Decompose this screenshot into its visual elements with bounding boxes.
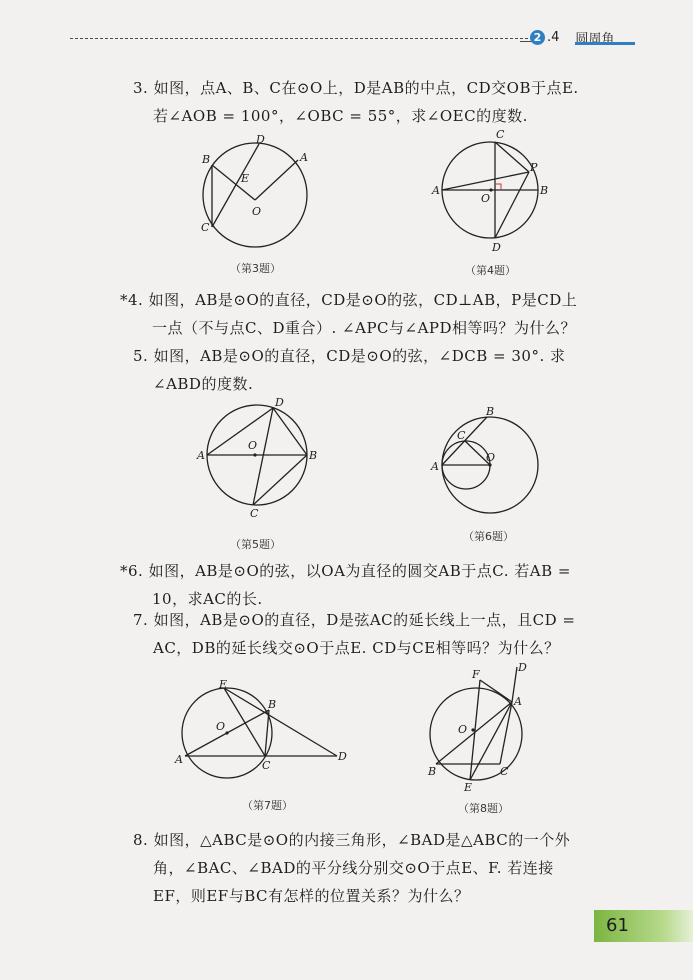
problem-7-line-2: AC，DB的延长线交⊙O于点E. CD与CE相等吗？为什么？	[153, 639, 560, 657]
figure-7-caption: （第7题）	[242, 799, 293, 812]
problem-6-line-2: 10，求AC的长.	[152, 590, 263, 608]
fig5-label-c: C	[250, 507, 259, 520]
fig3-label-b: B	[202, 153, 211, 166]
problem-4-line-2: 一点（不与点C、D重合）. ∠APC与∠APD相等吗？为什么？	[152, 319, 577, 337]
fig6-label-c: C	[457, 429, 466, 442]
figure-3-diagram	[195, 135, 315, 260]
figure-8-diagram	[420, 661, 545, 795]
fig5-label-o: O	[248, 439, 258, 452]
fig5-label-d: D	[275, 396, 284, 409]
problem-8-line-3: EF，则EF与BC有怎样的位置关系？为什么？	[153, 887, 470, 905]
figure-7-diagram	[175, 680, 355, 790]
problem-4	[120, 286, 577, 342]
fig3-label-e: E	[241, 172, 250, 185]
fig4-label-d: D	[492, 241, 501, 254]
figure-3-caption: （第3题）	[230, 262, 281, 275]
problem-8	[133, 826, 570, 910]
fig6-label-o: O	[486, 451, 496, 464]
fig7-label-o: O	[216, 720, 226, 733]
problem-7	[133, 606, 575, 662]
fig5-label-a: A	[197, 449, 205, 462]
problem-5-line-1: 5. 如图，AB是⊙O的直径，CD是⊙O的弦，∠DCB = 30°. 求	[133, 347, 566, 365]
fig7-label-b: B	[268, 698, 277, 711]
fig4-label-o: O	[481, 192, 491, 205]
fig5-label-b: B	[309, 449, 318, 462]
problem-6-line-1: *6. 如图，AB是⊙O的弦，以OA为直径的圆交AB于点C. 若AB =	[120, 562, 571, 580]
fig4-label-c: C	[496, 128, 505, 141]
fig8-label-b: B	[428, 765, 437, 778]
problem-6	[120, 557, 571, 613]
section-title: 圆周角	[575, 32, 615, 47]
problem-3	[133, 74, 579, 130]
figure-8-caption: （第8题）	[458, 802, 509, 815]
problem-3-line-2: 若∠AOB = 100°，∠OBC = 55°，求∠OEC的度数.	[153, 107, 528, 125]
fig7-label-c: C	[262, 759, 271, 772]
section-title-underline	[575, 42, 635, 45]
fig8-label-o: O	[458, 723, 468, 736]
fig3-label-o: O	[252, 205, 262, 218]
figure-6-caption: （第6题）	[463, 530, 514, 543]
fig3-label-a: A	[300, 151, 308, 164]
problem-8-line-1: 8. 如图，△ABC是⊙O的内接三角形，∠BAD是△ABC的一个外	[133, 831, 571, 849]
problem-4-line-1: *4. 如图，AB是⊙O的直径，CD是⊙O的弦，CD⊥AB，P是CD上	[120, 291, 578, 309]
fig4-label-p: P	[530, 161, 538, 174]
problem-3-line-1: 3. 如图，点A、B、C在⊙O上，D是AB的中点，CD交OB于点E.	[133, 79, 579, 97]
figure-5-caption: （第5题）	[230, 538, 281, 551]
problem-8-line-2: 角，∠BAC、∠BAD的平分线分别交⊙O于点E、F. 若连接	[153, 859, 554, 877]
figure-4-caption: （第4题）	[465, 264, 516, 277]
header-dashed-rule	[70, 38, 528, 39]
problem-5	[133, 342, 566, 398]
fig6-label-b: B	[486, 405, 495, 418]
fig8-label-d: D	[518, 661, 527, 674]
fig7-label-e: E	[219, 678, 228, 691]
page-number: 61	[606, 915, 629, 936]
section-number-badge: 2	[530, 30, 545, 45]
fig4-label-b: B	[540, 184, 549, 197]
fig7-label-a: A	[175, 753, 183, 766]
fig3-label-c: C	[201, 221, 210, 234]
figure-5-diagram	[195, 395, 320, 520]
fig8-label-a: A	[514, 695, 522, 708]
section-number-suffix: .4	[547, 30, 560, 45]
fig8-label-c: C	[500, 765, 509, 778]
fig4-label-a: A	[432, 184, 440, 197]
fig6-label-a: A	[431, 460, 439, 473]
fig7-label-d: D	[338, 750, 347, 763]
figure-4-diagram	[430, 128, 550, 254]
problem-7-line-1: 7. 如图，AB是⊙O的直径，D是弦AC的延长线上一点，且CD =	[133, 611, 576, 629]
fig8-label-f: F	[472, 668, 480, 681]
problem-5-line-2: ∠ABD的度数.	[153, 375, 254, 393]
figure-6-diagram	[430, 405, 545, 520]
fig3-label-d: D	[256, 133, 265, 146]
fig8-label-e: E	[464, 781, 473, 794]
